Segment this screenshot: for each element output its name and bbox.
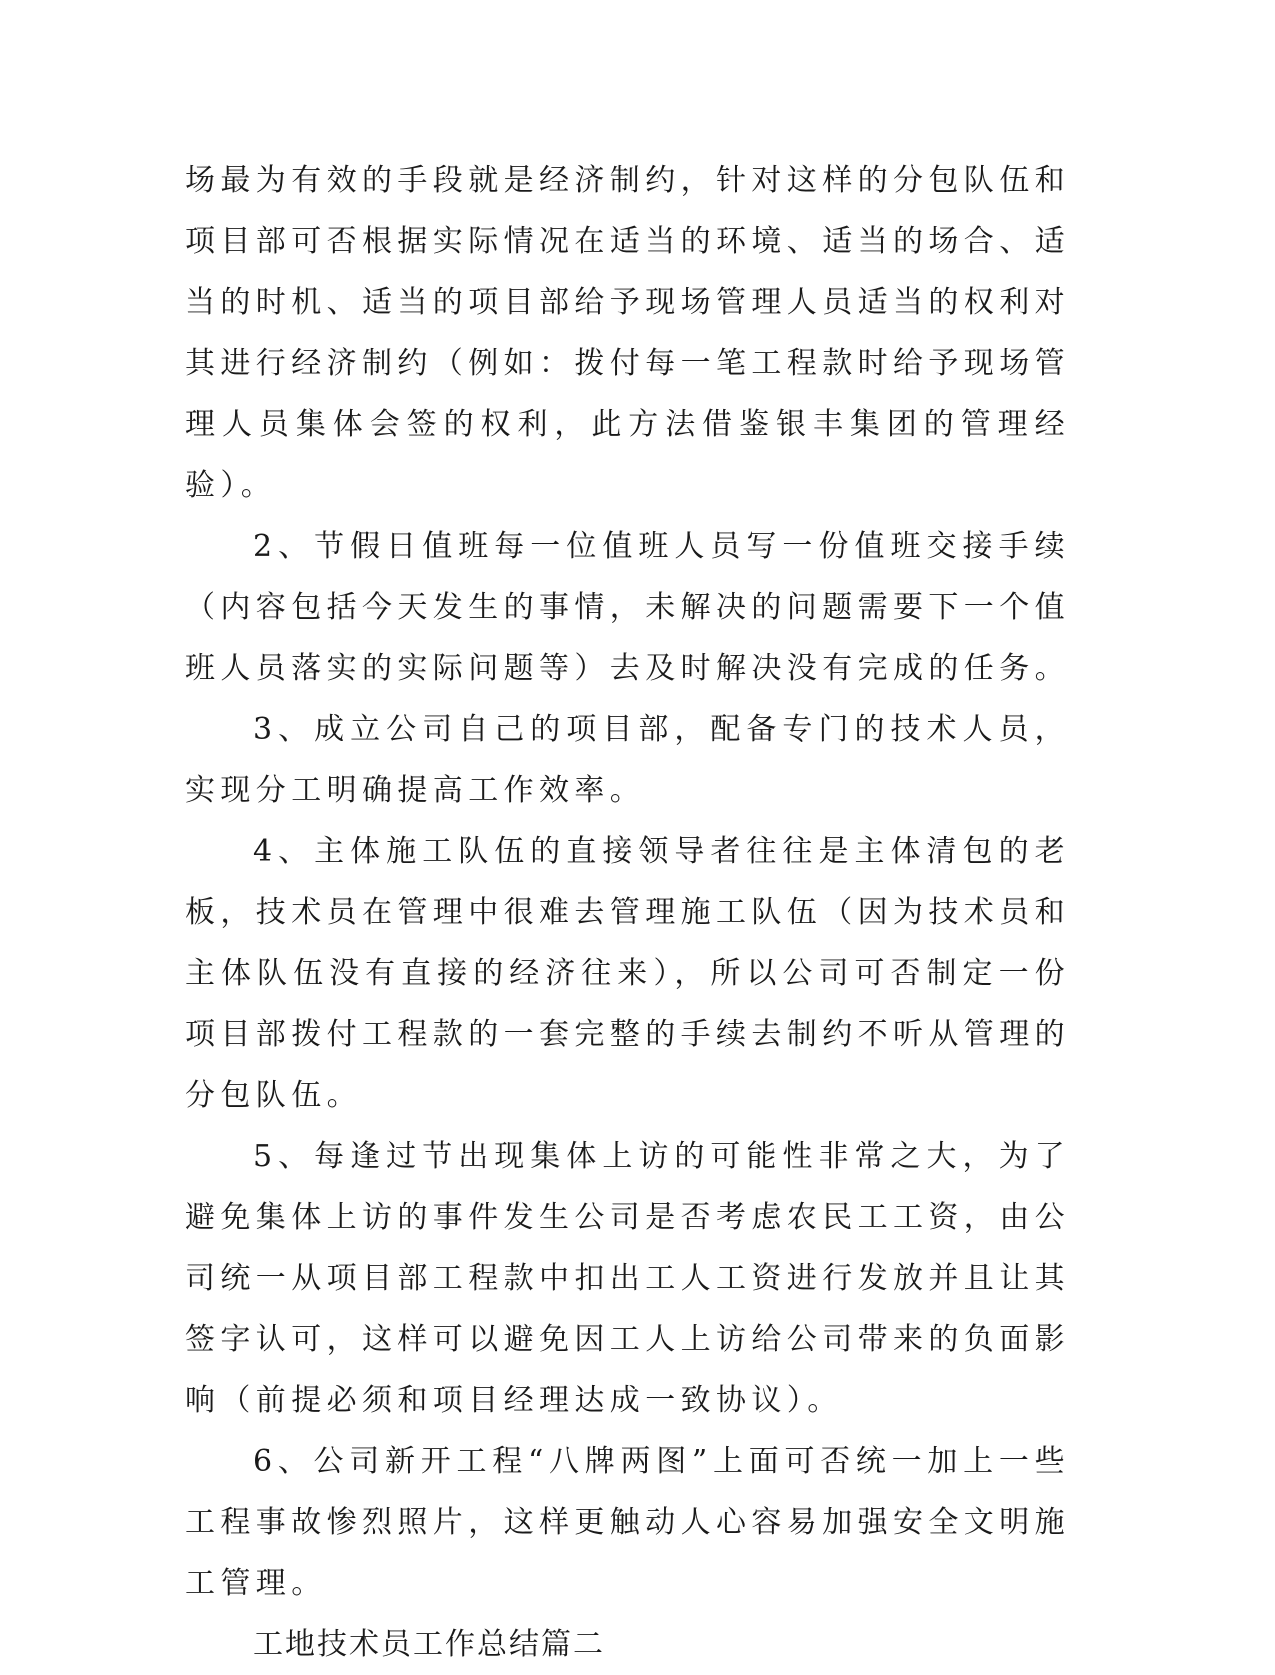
paragraph-item-4: 4、主体施工队伍的直接领导者往往是主体清包的老板，技术员在管理中很难去管理施工队伍（因为技术员和主体队伍没有直接的经济往来），所以公司可否制定一份项目部拨付工程款的一套完整的手续去制约不听从管理的分包队伍。 bbox=[185, 834, 1070, 1113]
paragraph-continuation: 场最为有效的手段就是经济制约，针对这样的分包队伍和项目部可否根据实际情况在适当的环境、适当的场合、适当的时机、适当的项目部给予现场管理人员适当的权利对其进行经济制约（例如：拨付每一笔工程款时给予现场管理人员集体会签的权利，此方法借鉴银丰集团的管理经验）。 bbox=[185, 163, 1070, 503]
paragraph-item-3: 3、成立公司自己的项目部，配备专门的技术人员，实现分工明确提高工作效率。 bbox=[185, 712, 1070, 808]
document-body bbox=[185, 150, 1070, 1675]
paragraph-item-5: 5、每逢过节出现集体上访的可能性非常之大，为了避免集体上访的事件发生公司是否考虑农民工工资，由公司统一从项目部工程款中扣出工人工资进行发放并且让其签字认可，这样可以避免因工人上访给公司带来的负面影响（前提必须和项目经理达成一致协议）。 bbox=[185, 1139, 1070, 1418]
paragraph-item-2: 2、节假日值班每一位值班人员写一份值班交接手续（内容包括今天发生的事情，未解决的问题需要下一个值班人员落实的实际问题等）去及时解决没有完成的任务。 bbox=[185, 529, 1070, 686]
section-heading: 工地技术员工作总结篇二 bbox=[253, 1627, 605, 1662]
paragraph-item-6: 6、公司新开工程“八牌两图”上面可否统一加上一些工程事故惨烈照片，这样更触动人心容易加强安全文明施工管理。 bbox=[185, 1444, 1070, 1601]
